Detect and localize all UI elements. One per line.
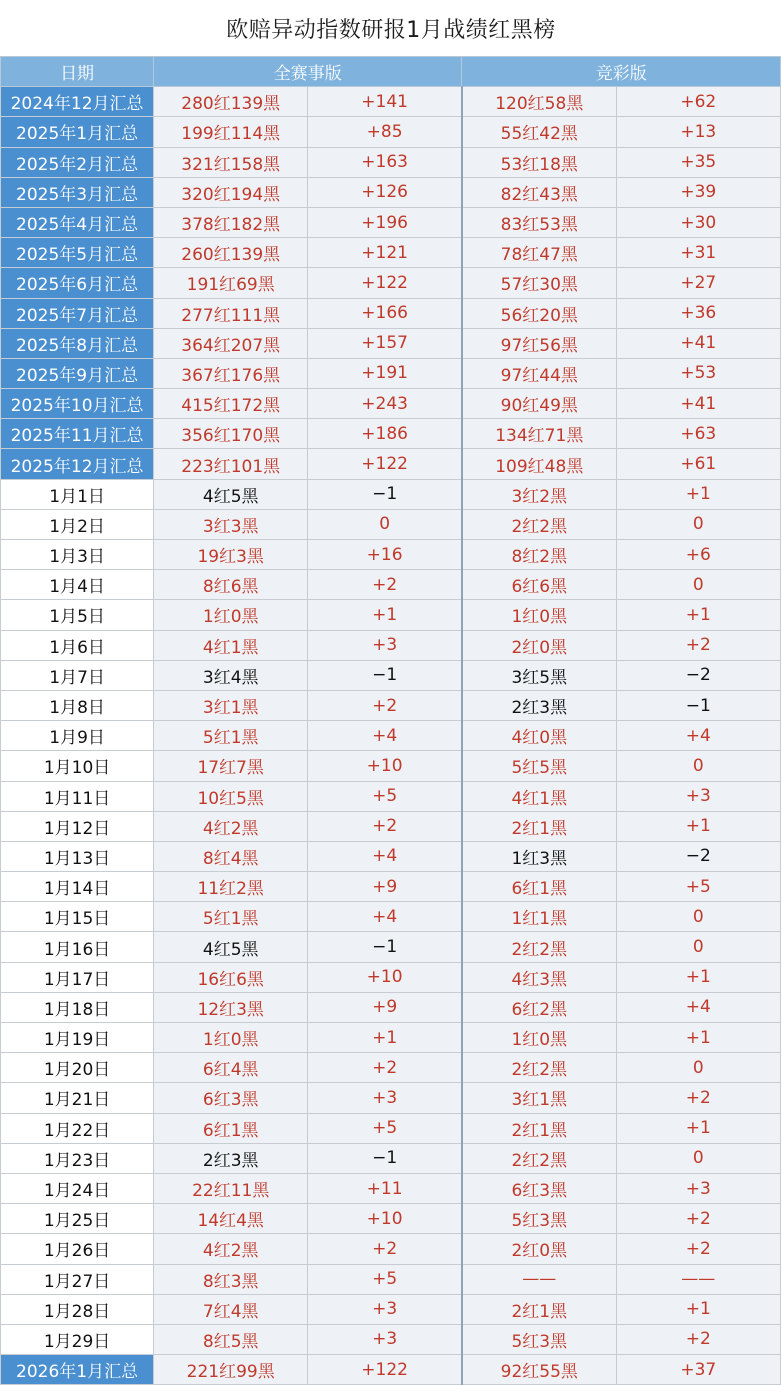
jingcai-record-cell: 4红1黑 (462, 781, 616, 811)
row-date-cell: 2025年3月汇总 (1, 177, 154, 207)
full-net-cell: +243 (308, 389, 462, 419)
full-record-cell: 7红4黑 (154, 1294, 308, 1324)
full-record-cell: 1红0黑 (154, 600, 308, 630)
full-net-cell: −1 (308, 660, 462, 690)
day-row (1, 1234, 781, 1264)
full-record-cell: 191红69黑 (154, 268, 308, 298)
full-record-cell: 3红4黑 (154, 660, 308, 690)
full-record-cell: 10红5黑 (154, 781, 308, 811)
summary-row (1, 117, 781, 147)
day-row (1, 600, 781, 630)
jingcai-net-cell: +2 (616, 1324, 780, 1354)
jingcai-net-cell: +41 (616, 328, 780, 358)
row-date-cell: 1月28日 (1, 1294, 154, 1324)
row-date-cell: 1月3日 (1, 540, 154, 570)
jingcai-net-cell: +2 (616, 1204, 780, 1234)
full-record-cell: 8红4黑 (154, 841, 308, 871)
day-row (1, 1204, 781, 1234)
day-row (1, 872, 781, 902)
row-date-cell: 1月25日 (1, 1204, 154, 1234)
full-net-cell: +10 (308, 1204, 462, 1234)
jingcai-net-cell: +31 (616, 238, 780, 268)
full-record-cell: 367红176黑 (154, 358, 308, 388)
full-record-cell: 6红4黑 (154, 1053, 308, 1083)
jingcai-record-cell: 6红1黑 (462, 872, 616, 902)
jingcai-record-cell: 2红0黑 (462, 1234, 616, 1264)
jingcai-record-cell: 4红0黑 (462, 721, 616, 751)
day-row (1, 1173, 781, 1203)
jingcai-record-cell: 8红2黑 (462, 540, 616, 570)
full-net-cell: +196 (308, 207, 462, 237)
summary-row (1, 238, 781, 268)
row-date-cell: 1月19日 (1, 1023, 154, 1053)
full-net-cell: +3 (308, 1083, 462, 1113)
summary-row (1, 298, 781, 328)
full-net-cell: +4 (308, 902, 462, 932)
day-row (1, 841, 781, 871)
full-net-cell: +5 (308, 781, 462, 811)
full-record-cell: 199红114黑 (154, 117, 308, 147)
summary-row (1, 449, 781, 479)
jingcai-net-cell: +6 (616, 540, 780, 570)
jingcai-record-cell: 3红2黑 (462, 479, 616, 509)
jingcai-record-cell: 5红5黑 (462, 751, 616, 781)
jingcai-net-cell: +5 (616, 872, 780, 902)
summary-row (1, 207, 781, 237)
row-date-cell: 1月16日 (1, 932, 154, 962)
full-net-cell: +1 (308, 1023, 462, 1053)
row-date-cell: 1月14日 (1, 872, 154, 902)
row-date-cell: 1月27日 (1, 1264, 154, 1294)
row-date-cell: 2025年9月汇总 (1, 358, 154, 388)
full-record-cell: 17红7黑 (154, 751, 308, 781)
full-net-cell: +163 (308, 147, 462, 177)
jingcai-net-cell: +30 (616, 207, 780, 237)
full-net-cell: +126 (308, 177, 462, 207)
row-date-cell: 2025年1月汇总 (1, 117, 154, 147)
jingcai-net-cell: +1 (616, 1023, 780, 1053)
full-record-cell: 4红5黑 (154, 932, 308, 962)
row-date-cell: 2024年12月汇总 (1, 87, 154, 117)
day-row (1, 570, 781, 600)
row-date-cell: 1月22日 (1, 1113, 154, 1143)
day-row (1, 1294, 781, 1324)
jingcai-net-cell: +61 (616, 449, 780, 479)
full-record-cell: 356红170黑 (154, 419, 308, 449)
full-net-cell: 0 (308, 509, 462, 539)
day-row (1, 992, 781, 1022)
full-net-cell: +4 (308, 721, 462, 751)
full-net-cell: +122 (308, 449, 462, 479)
full-record-cell: 8红6黑 (154, 570, 308, 600)
jingcai-record-cell: 2红2黑 (462, 1143, 616, 1173)
header-jingcai: 竞彩版 (462, 57, 781, 87)
jingcai-net-cell: +63 (616, 419, 780, 449)
jingcai-net-cell: +1 (616, 1294, 780, 1324)
jingcai-net-cell: +27 (616, 268, 780, 298)
jingcai-net-cell: +41 (616, 389, 780, 419)
jingcai-net-cell: +1 (616, 479, 780, 509)
full-record-cell: 320红194黑 (154, 177, 308, 207)
row-date-cell: 1月8日 (1, 690, 154, 720)
jingcai-net-cell: 0 (616, 570, 780, 600)
full-net-cell: +186 (308, 419, 462, 449)
full-record-cell: 12红3黑 (154, 992, 308, 1022)
day-row (1, 1264, 781, 1294)
jingcai-net-cell: −1 (616, 690, 780, 720)
row-date-cell: 1月20日 (1, 1053, 154, 1083)
summary-row (1, 419, 781, 449)
full-net-cell: +9 (308, 872, 462, 902)
jingcai-net-cell: +39 (616, 177, 780, 207)
day-row (1, 751, 781, 781)
summary-row (1, 177, 781, 207)
full-record-cell: 5红1黑 (154, 721, 308, 751)
jingcai-record-cell: 82红43黑 (462, 177, 616, 207)
full-net-cell: +11 (308, 1173, 462, 1203)
full-net-cell: +4 (308, 841, 462, 871)
full-record-cell: 223红101黑 (154, 449, 308, 479)
full-record-cell: 277红111黑 (154, 298, 308, 328)
full-net-cell: +5 (308, 1113, 462, 1143)
full-net-cell: +10 (308, 962, 462, 992)
jingcai-record-cell: 90红49黑 (462, 389, 616, 419)
jingcai-net-cell: 0 (616, 509, 780, 539)
row-date-cell: 1月26日 (1, 1234, 154, 1264)
results-table (0, 56, 781, 1385)
row-date-cell: 2025年2月汇总 (1, 147, 154, 177)
jingcai-net-cell: +4 (616, 992, 780, 1022)
full-net-cell: −1 (308, 1143, 462, 1173)
jingcai-record-cell: 2红0黑 (462, 630, 616, 660)
full-record-cell: 415红172黑 (154, 389, 308, 419)
row-date-cell: 1月11日 (1, 781, 154, 811)
row-date-cell: 1月18日 (1, 992, 154, 1022)
day-row (1, 1053, 781, 1083)
jingcai-record-cell: 2红2黑 (462, 932, 616, 962)
day-row (1, 932, 781, 962)
full-net-cell: +3 (308, 1324, 462, 1354)
jingcai-record-cell: 83红53黑 (462, 207, 616, 237)
page-title: 欧赔异动指数研报1月战绩红黑榜 (226, 18, 556, 43)
full-net-cell: +2 (308, 1053, 462, 1083)
jingcai-record-cell: 57红30黑 (462, 268, 616, 298)
full-net-cell: +2 (308, 690, 462, 720)
row-date-cell: 1月7日 (1, 660, 154, 690)
row-date-cell: 2025年10月汇总 (1, 389, 154, 419)
full-record-cell: 8红5黑 (154, 1324, 308, 1354)
jingcai-record-cell: 134红71黑 (462, 419, 616, 449)
full-record-cell: 4红2黑 (154, 811, 308, 841)
jingcai-record-cell: 2红3黑 (462, 690, 616, 720)
full-record-cell: 4红2黑 (154, 1234, 308, 1264)
full-record-cell: 16红6黑 (154, 962, 308, 992)
summary-row (1, 268, 781, 298)
day-row (1, 630, 781, 660)
full-record-cell: 8红3黑 (154, 1264, 308, 1294)
jingcai-record-cell: 2红1黑 (462, 1113, 616, 1143)
row-date-cell: 1月10日 (1, 751, 154, 781)
row-date-cell: 1月1日 (1, 479, 154, 509)
row-date-cell: 1月9日 (1, 721, 154, 751)
header-row (1, 57, 781, 87)
full-net-cell: +166 (308, 298, 462, 328)
jingcai-net-cell: +13 (616, 117, 780, 147)
full-record-cell: 3红1黑 (154, 690, 308, 720)
full-record-cell: 3红3黑 (154, 509, 308, 539)
row-date-cell: 2025年11月汇总 (1, 419, 154, 449)
jingcai-net-cell: +2 (616, 630, 780, 660)
day-row (1, 1143, 781, 1173)
header-full: 全赛事版 (154, 57, 462, 87)
jingcai-net-cell: +62 (616, 87, 780, 117)
row-date-cell: 1月4日 (1, 570, 154, 600)
jingcai-record-cell: 97红44黑 (462, 358, 616, 388)
jingcai-record-cell: 109红48黑 (462, 449, 616, 479)
day-row (1, 690, 781, 720)
full-net-cell: +122 (308, 1355, 462, 1385)
full-net-cell: +157 (308, 328, 462, 358)
jingcai-net-cell: +53 (616, 358, 780, 388)
jingcai-net-cell: +2 (616, 1083, 780, 1113)
full-net-cell: +3 (308, 630, 462, 660)
jingcai-record-cell: 2红2黑 (462, 1053, 616, 1083)
jingcai-net-cell: +2 (616, 1234, 780, 1264)
full-net-cell: +5 (308, 1264, 462, 1294)
row-date-cell: 2025年12月汇总 (1, 449, 154, 479)
jingcai-record-cell: 120红58黑 (462, 87, 616, 117)
full-net-cell: +10 (308, 751, 462, 781)
jingcai-record-cell: 3红1黑 (462, 1083, 616, 1113)
jingcai-record-cell: —— (462, 1264, 616, 1294)
jingcai-record-cell: 5红3黑 (462, 1324, 616, 1354)
day-row (1, 781, 781, 811)
row-date-cell: 1月23日 (1, 1143, 154, 1173)
jingcai-record-cell: 2红1黑 (462, 811, 616, 841)
row-date-cell: 2025年4月汇总 (1, 207, 154, 237)
full-record-cell: 2红3黑 (154, 1143, 308, 1173)
summary-row (1, 147, 781, 177)
summary-row (1, 87, 781, 117)
row-date-cell: 2025年7月汇总 (1, 298, 154, 328)
jingcai-record-cell: 1红3黑 (462, 841, 616, 871)
full-record-cell: 4红5黑 (154, 479, 308, 509)
row-date-cell: 1月21日 (1, 1083, 154, 1113)
full-net-cell: +2 (308, 570, 462, 600)
row-date-cell: 1月24日 (1, 1173, 154, 1203)
full-net-cell: −1 (308, 479, 462, 509)
jingcai-record-cell: 6红6黑 (462, 570, 616, 600)
row-date-cell: 1月2日 (1, 509, 154, 539)
day-row (1, 660, 781, 690)
day-row (1, 811, 781, 841)
jingcai-net-cell: 0 (616, 1053, 780, 1083)
jingcai-net-cell: +3 (616, 781, 780, 811)
day-row (1, 1324, 781, 1354)
row-date-cell: 1月29日 (1, 1324, 154, 1354)
full-net-cell: +1 (308, 600, 462, 630)
row-date-cell: 2025年8月汇总 (1, 328, 154, 358)
full-record-cell: 1红0黑 (154, 1023, 308, 1053)
full-net-cell: +2 (308, 811, 462, 841)
jingcai-record-cell: 5红3黑 (462, 1204, 616, 1234)
full-net-cell: +85 (308, 117, 462, 147)
jingcai-net-cell: +4 (616, 721, 780, 751)
jingcai-net-cell: 0 (616, 932, 780, 962)
full-record-cell: 5红1黑 (154, 902, 308, 932)
day-row (1, 962, 781, 992)
jingcai-net-cell: —— (616, 1264, 780, 1294)
full-record-cell: 4红1黑 (154, 630, 308, 660)
day-row (1, 1083, 781, 1113)
jingcai-net-cell: 0 (616, 751, 780, 781)
jingcai-record-cell: 3红5黑 (462, 660, 616, 690)
jingcai-record-cell: 6红2黑 (462, 992, 616, 1022)
jingcai-net-cell: +3 (616, 1173, 780, 1203)
row-date-cell: 1月6日 (1, 630, 154, 660)
full-record-cell: 19红3黑 (154, 540, 308, 570)
jingcai-net-cell: −2 (616, 660, 780, 690)
jingcai-record-cell: 56红20黑 (462, 298, 616, 328)
day-row (1, 1113, 781, 1143)
row-date-cell: 2026年1月汇总 (1, 1355, 154, 1385)
jingcai-record-cell: 1红0黑 (462, 600, 616, 630)
full-net-cell: +122 (308, 268, 462, 298)
jingcai-net-cell: +35 (616, 147, 780, 177)
full-record-cell: 378红182黑 (154, 207, 308, 237)
jingcai-net-cell: +1 (616, 962, 780, 992)
jingcai-record-cell: 53红18黑 (462, 147, 616, 177)
full-record-cell: 14红4黑 (154, 1204, 308, 1234)
summary-row (1, 358, 781, 388)
day-row (1, 902, 781, 932)
header-date: 日期 (1, 57, 154, 87)
summary-row (1, 328, 781, 358)
jingcai-record-cell: 2红1黑 (462, 1294, 616, 1324)
jingcai-record-cell: 55红42黑 (462, 117, 616, 147)
full-record-cell: 6红1黑 (154, 1113, 308, 1143)
full-record-cell: 321红158黑 (154, 147, 308, 177)
row-date-cell: 2025年5月汇总 (1, 238, 154, 268)
full-net-cell: +121 (308, 238, 462, 268)
row-date-cell: 1月17日 (1, 962, 154, 992)
row-date-cell: 1月5日 (1, 600, 154, 630)
day-row (1, 540, 781, 570)
full-net-cell: +2 (308, 1234, 462, 1264)
jingcai-record-cell: 6红3黑 (462, 1173, 616, 1203)
day-row (1, 721, 781, 751)
jingcai-net-cell: +37 (616, 1355, 780, 1385)
row-date-cell: 1月12日 (1, 811, 154, 841)
full-record-cell: 280红139黑 (154, 87, 308, 117)
jingcai-record-cell: 92红55黑 (462, 1355, 616, 1385)
day-row (1, 1023, 781, 1053)
row-date-cell: 1月13日 (1, 841, 154, 871)
full-record-cell: 221红99黑 (154, 1355, 308, 1385)
jingcai-record-cell: 97红56黑 (462, 328, 616, 358)
full-net-cell: −1 (308, 932, 462, 962)
jingcai-net-cell: −2 (616, 841, 780, 871)
jingcai-record-cell: 2红2黑 (462, 509, 616, 539)
summary-row (1, 1355, 781, 1385)
full-record-cell: 6红3黑 (154, 1083, 308, 1113)
jingcai-net-cell: 0 (616, 1143, 780, 1173)
jingcai-record-cell: 4红3黑 (462, 962, 616, 992)
row-date-cell: 2025年6月汇总 (1, 268, 154, 298)
jingcai-net-cell: +36 (616, 298, 780, 328)
full-record-cell: 364红207黑 (154, 328, 308, 358)
full-net-cell: +9 (308, 992, 462, 1022)
jingcai-net-cell: +1 (616, 600, 780, 630)
jingcai-record-cell: 78红47黑 (462, 238, 616, 268)
full-record-cell: 260红139黑 (154, 238, 308, 268)
summary-row (1, 389, 781, 419)
day-row (1, 479, 781, 509)
jingcai-record-cell: 1红1黑 (462, 902, 616, 932)
full-record-cell: 11红2黑 (154, 872, 308, 902)
full-net-cell: +16 (308, 540, 462, 570)
day-row (1, 509, 781, 539)
full-net-cell: +3 (308, 1294, 462, 1324)
full-net-cell: +141 (308, 87, 462, 117)
row-date-cell: 1月15日 (1, 902, 154, 932)
jingcai-net-cell: 0 (616, 902, 780, 932)
jingcai-net-cell: +1 (616, 811, 780, 841)
jingcai-net-cell: +1 (616, 1113, 780, 1143)
jingcai-record-cell: 1红0黑 (462, 1023, 616, 1053)
full-record-cell: 22红11黑 (154, 1173, 308, 1203)
full-net-cell: +191 (308, 358, 462, 388)
